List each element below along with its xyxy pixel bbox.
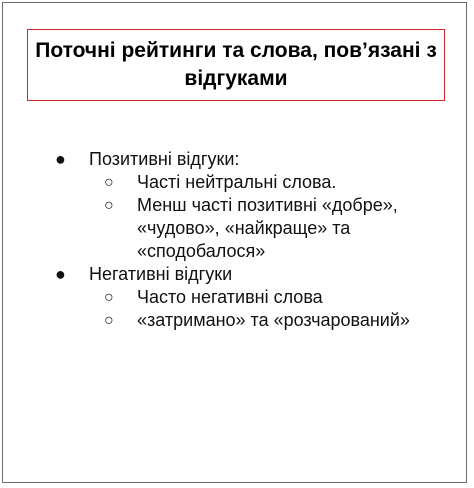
slide-title: Поточні рейтинги та слова, пов’язані з відгуками	[35, 39, 437, 90]
section-positive	[3, 148, 466, 171]
sub-bullet-marker: ○	[104, 197, 114, 214]
list-item	[3, 194, 466, 263]
section-label: Негативні відгуки	[89, 264, 233, 284]
slide	[2, 2, 467, 483]
bullet-marker: ●	[55, 264, 66, 284]
sub-bullet-marker: ○	[104, 312, 114, 329]
list-item-text: Часто негативні слова	[137, 287, 323, 307]
bullet-list	[3, 148, 466, 332]
section-negative	[3, 263, 466, 286]
list-item-text: Менш часті позитивні «добре», «чудово», «найкраще» та «сподобалося»	[137, 195, 398, 261]
list-item-text: «затримано» та «розчарований»	[137, 310, 410, 330]
list-item	[3, 309, 466, 332]
list-item	[3, 286, 466, 309]
sub-bullet-marker: ○	[104, 289, 114, 306]
list-item	[3, 171, 466, 194]
list-item-text: Часті нейтральні слова.	[137, 172, 337, 192]
section-label: Позитивні відгуки:	[89, 149, 240, 169]
bullet-marker: ●	[55, 149, 66, 169]
title-box	[27, 29, 445, 101]
sub-bullet-marker: ○	[104, 174, 114, 191]
